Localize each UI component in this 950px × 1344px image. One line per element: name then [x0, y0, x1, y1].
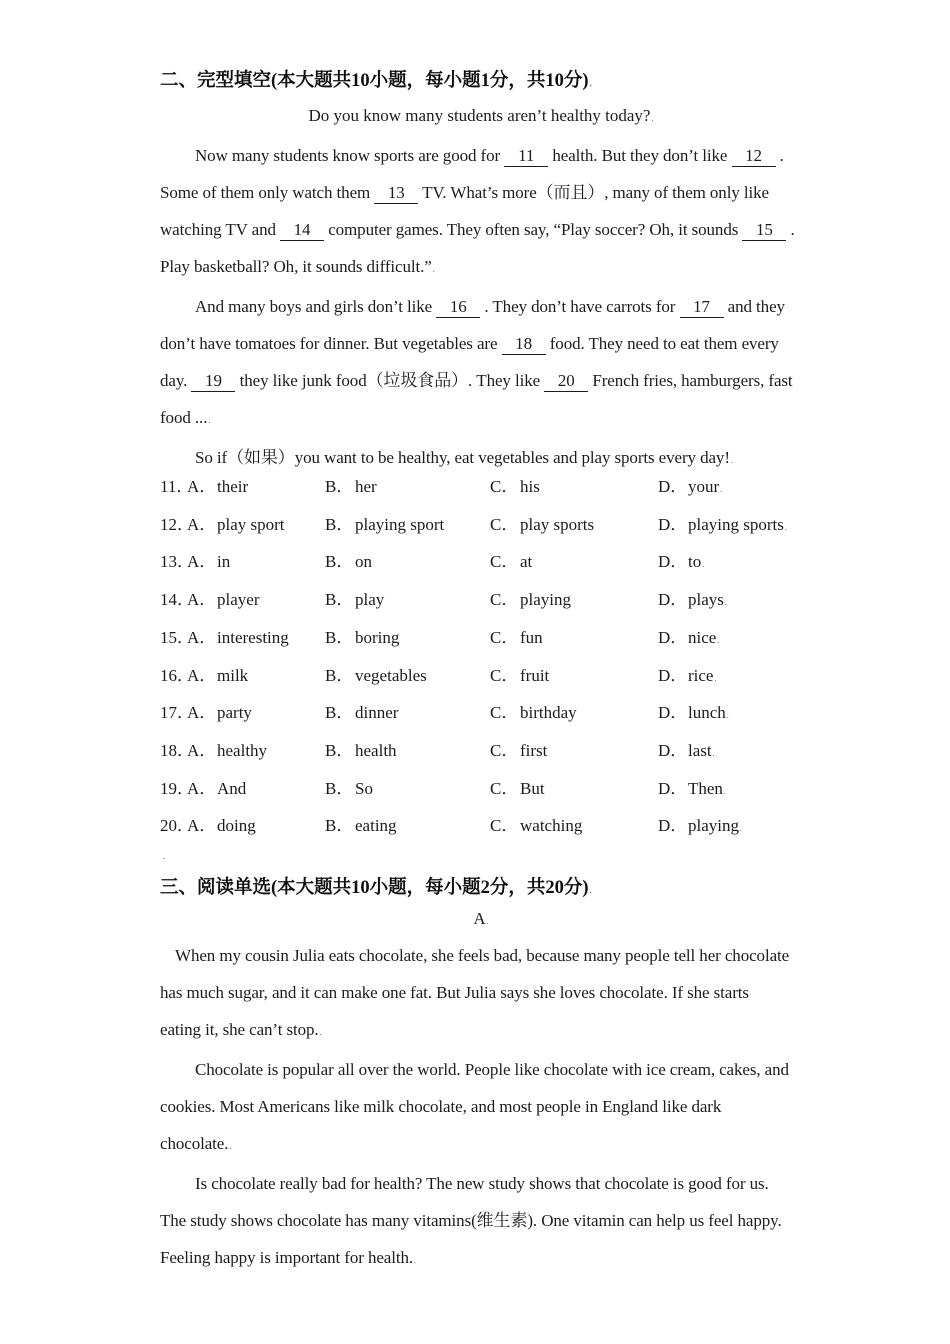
cloze-blank: 17 — [680, 297, 724, 318]
paragraph-end-mark: . — [319, 1028, 322, 1038]
paragraph-end-mark: . — [486, 917, 489, 927]
cloze-passage — [160, 137, 802, 479]
option-a: A．play sport — [187, 508, 325, 546]
cloze-blank: 15 — [742, 220, 786, 241]
option-letter: A． — [187, 590, 217, 610]
page-content — [160, 0, 802, 1279]
option-letter: C． — [490, 665, 519, 685]
reading-section-heading: 三、阅读单选(本大题共10小题，每小题2分，共20分). — [160, 878, 592, 899]
cloze-blank: 12 — [732, 146, 776, 167]
question-number: 13． — [160, 552, 194, 572]
option-letter: B． — [325, 665, 354, 685]
option-letter: C． — [490, 778, 519, 798]
option-letter: C． — [490, 552, 519, 572]
passage-line: Is chocolate really bad for health? The new study shows that chocolate is good for us. — [195, 1174, 769, 1194]
option-a: A．player — [187, 583, 325, 621]
cloze-blank: 20 — [544, 371, 588, 392]
option-letter: C． — [490, 590, 519, 610]
option-letter: C． — [490, 740, 519, 760]
question-row — [160, 772, 802, 810]
passage-line: When my cousin Julia eats chocolate, she feels bad, because many people tell her chocolate — [175, 946, 790, 966]
option-letter: B． — [325, 477, 354, 496]
question-row — [160, 621, 802, 659]
passage-line: Some of them only watch them 13 TV. What’s more（而且）, many of them only like — [160, 183, 769, 202]
cloze-questions — [160, 470, 802, 847]
option-a: A．in — [187, 545, 325, 583]
option-c: C．fun — [490, 621, 658, 659]
option-c: C．at — [490, 545, 658, 583]
option-letter: B． — [325, 740, 354, 760]
passage-line: cookies. Most Americans like milk chocolate, and most people in England like dark — [160, 1097, 722, 1117]
option-letter: A． — [187, 778, 217, 798]
question-row — [160, 809, 802, 847]
option-letter: A． — [187, 627, 217, 647]
option-a: A．milk — [187, 659, 325, 697]
option-b: B．playing sport — [325, 508, 490, 546]
option-c: C．first — [490, 734, 658, 772]
passage-line: don’t have tomatoes for dinner. But vegetables are 18 food. They need to eat them every — [160, 334, 779, 353]
option-c: C．his — [490, 470, 658, 508]
cloze-blank: 18 — [502, 334, 546, 355]
option-d: D．playing. — [658, 809, 802, 847]
passage-line: eating it, she can’t stop.. — [160, 1020, 322, 1040]
paragraph-end-mark: . — [432, 265, 435, 274]
option-b: B．her — [325, 470, 490, 508]
cloze-passage-title: Do you know many students aren’t healthy today?. — [308, 106, 654, 125]
option-letter: B． — [325, 816, 354, 836]
option-letter: C． — [490, 816, 519, 836]
option-letter: A． — [187, 703, 217, 723]
question-number: 18． — [160, 740, 194, 760]
paragraph-end-mark: . — [723, 786, 726, 796]
question-number: 16． — [160, 665, 194, 685]
option-letter: C． — [490, 514, 519, 534]
option-letter: A． — [187, 552, 217, 572]
paragraph-end-mark: . — [229, 1142, 232, 1152]
paragraph-end-mark: . — [651, 114, 654, 123]
question-number: 12． — [160, 514, 194, 534]
option-d: D．Then. — [658, 772, 802, 810]
option-a: A．doing — [187, 809, 325, 847]
option-c: C．fruit — [490, 659, 658, 697]
stray-paragraph-mark: . — [163, 851, 166, 862]
cloze-blank: 14 — [280, 220, 324, 241]
passage-line: So if（如果）you want to be healthy, eat vegetables and play sports every day!. — [195, 448, 733, 467]
passage-line: Now many students know sports are good for 11 health. But they don’t like 12 . — [195, 146, 784, 165]
option-c: C．birthday — [490, 696, 658, 734]
option-letter: A． — [187, 665, 217, 685]
option-d: D．your. — [658, 470, 802, 508]
paragraph-end-mark: . — [702, 560, 705, 570]
option-letter: D． — [658, 590, 688, 610]
option-letter: C． — [490, 627, 519, 647]
cloze-blank: 19 — [191, 371, 235, 392]
option-c: C．But — [490, 772, 658, 810]
passage-line: watching TV and 14 computer games. They often say, “Play soccer? Oh, it sounds 15 . — [160, 220, 795, 239]
option-letter: C． — [490, 703, 519, 723]
paragraph-end-mark: . — [714, 673, 717, 683]
option-letter: D． — [658, 665, 688, 685]
option-a: A．party — [187, 696, 325, 734]
question-number: 20． — [160, 816, 194, 836]
passage-line: has much sugar, and it can make one fat. But Julia says she loves chocolate. If she starts — [160, 983, 749, 1003]
option-b: B．dinner — [325, 696, 490, 734]
paragraph-end-mark: . — [720, 485, 723, 494]
option-letter: D． — [658, 816, 688, 836]
option-letter: D． — [658, 778, 688, 798]
paragraph-end-mark: . — [740, 824, 742, 834]
question-row — [160, 508, 802, 546]
option-d: D．rice. — [658, 659, 802, 697]
cloze-section-heading: 二、完型填空(本大题共10小题，每小题1分，共10分). — [160, 71, 592, 91]
option-a: A．their — [187, 470, 325, 508]
option-d: D．last. — [658, 734, 802, 772]
option-letter: B． — [325, 514, 354, 534]
passage-line: The study shows chocolate has many vitamins(维生素). One vitamin can help us feel happy. — [160, 1211, 782, 1231]
question-number: 14． — [160, 590, 194, 610]
option-b: B．play — [325, 583, 490, 621]
question-row — [160, 470, 802, 508]
paragraph-end-mark: . — [724, 598, 727, 608]
option-b: B．health — [325, 734, 490, 772]
passage-line: And many boys and girls don’t like 16 . They don’t have carrots for 17 and they — [195, 297, 785, 316]
option-letter: B． — [325, 627, 354, 647]
question-row — [160, 545, 802, 583]
question-row — [160, 696, 802, 734]
cloze-blank: 13 — [374, 183, 418, 204]
option-letter: A． — [187, 477, 217, 496]
option-letter: A． — [187, 816, 217, 836]
option-a: A．healthy — [187, 734, 325, 772]
question-row — [160, 659, 802, 697]
question-number: 17． — [160, 703, 194, 723]
option-letter: A． — [187, 740, 217, 760]
passage-label: A. — [473, 909, 489, 929]
paragraph-end-mark: . — [589, 886, 592, 896]
option-b: B．eating — [325, 809, 490, 847]
paragraph-end-mark: . — [589, 79, 592, 88]
option-c: C．watching — [490, 809, 658, 847]
option-letter: D． — [658, 740, 688, 760]
option-d: D．nice. — [658, 621, 802, 659]
option-d: D．lunch. — [658, 696, 802, 734]
passage-line: day. 19 they like junk food（垃圾食品）. They like 20 French fries, hamburgers, fast — [160, 371, 793, 390]
question-row — [160, 583, 802, 621]
option-c: C．playing — [490, 583, 658, 621]
option-d: D．playing sports. — [658, 508, 802, 546]
question-number: 19． — [160, 778, 194, 798]
option-a: A．interesting — [187, 621, 325, 659]
reading-passage — [160, 937, 802, 1279]
question-row — [160, 734, 802, 772]
option-d: D．to. — [658, 545, 802, 583]
passage-line: Play basketball? Oh, it sounds difficult.”. — [160, 257, 435, 276]
option-b: B．on — [325, 545, 490, 583]
option-b: B．boring — [325, 621, 490, 659]
passage-line: Chocolate is popular all over the world. People like chocolate with ice cream, cakes, and — [195, 1060, 789, 1080]
option-letter: B． — [325, 552, 354, 572]
paragraph-end-mark: . — [208, 416, 211, 425]
option-letter: A． — [187, 514, 217, 534]
option-letter: D． — [658, 703, 688, 723]
cloze-blank: 11 — [504, 146, 548, 167]
option-letter: D． — [658, 627, 688, 647]
paragraph-end-mark: . — [726, 711, 729, 721]
option-letter: B． — [325, 703, 354, 723]
option-c: C．play sports — [490, 508, 658, 546]
paragraph-end-mark: . — [717, 635, 720, 645]
option-b: B．vegetables — [325, 659, 490, 697]
option-letter: D． — [658, 477, 688, 496]
paragraph-end-mark: . — [414, 1256, 416, 1266]
passage-line: food .... — [160, 408, 211, 427]
passage-line: chocolate.. — [160, 1134, 232, 1154]
passage-line: Feeling happy is important for health.. — [160, 1248, 416, 1268]
paragraph-end-mark: . — [712, 748, 715, 758]
cloze-blank: 16 — [436, 297, 480, 318]
question-number: 11． — [160, 477, 194, 496]
paragraph-end-mark: . — [784, 522, 787, 532]
option-letter: D． — [658, 514, 688, 534]
paragraph-end-mark: . — [730, 456, 733, 465]
option-a: A．And — [187, 772, 325, 810]
option-letter: D． — [658, 552, 688, 572]
option-letter: B． — [325, 778, 354, 798]
option-letter: C． — [490, 477, 519, 496]
option-letter: B． — [325, 590, 354, 610]
question-number: 15． — [160, 627, 194, 647]
option-d: D．plays. — [658, 583, 802, 621]
option-b: B．So — [325, 772, 490, 810]
